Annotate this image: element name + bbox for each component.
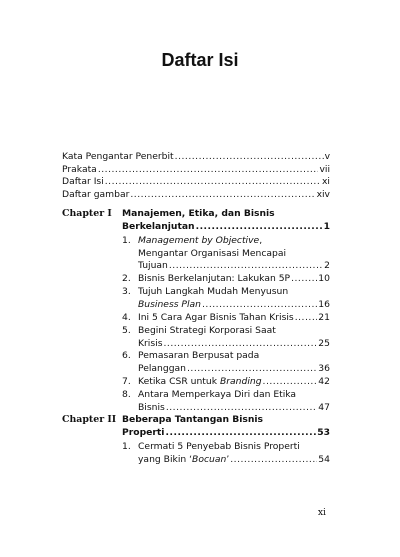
toc-entry[interactable] — [62, 176, 330, 189]
item-text: Tujuh Langkah Mudah Menyusun — [138, 286, 289, 298]
toc-entry-page: xiv — [316, 188, 330, 200]
item-text-italic: Branding — [219, 376, 262, 388]
toc-entry-page: vii — [319, 163, 330, 175]
item-number: 7. — [122, 376, 131, 388]
toc-item[interactable] — [122, 441, 330, 466]
page-title: Daftar Isi — [161, 50, 239, 70]
chapter-title-line: Properti — [122, 426, 165, 438]
toc-entry-page: v — [324, 151, 330, 162]
toc-item[interactable] — [122, 235, 330, 273]
leader-dots — [175, 151, 324, 164]
toc-item[interactable] — [122, 376, 330, 389]
leader-dots — [163, 338, 317, 351]
item-text: , — [259, 235, 263, 247]
toc-entry[interactable] — [62, 189, 330, 202]
item-text: Pemasaran Berpusat pada — [138, 350, 260, 362]
toc-item[interactable] — [122, 273, 330, 286]
item-text: Ketika CSR untuk — [138, 376, 220, 388]
chapter-items — [122, 441, 330, 466]
item-text: ’ — [226, 453, 230, 465]
item-number: 6. — [122, 350, 131, 362]
item-text-italic: Bocuan — [192, 453, 227, 465]
item-page: 25 — [318, 337, 330, 349]
chapter-label: Chapter I — [62, 208, 112, 219]
toc-item[interactable] — [122, 286, 330, 311]
toc-entry[interactable] — [62, 164, 330, 177]
item-page: 10 — [318, 273, 330, 285]
item-page: 42 — [318, 376, 330, 388]
leader-dots — [263, 376, 318, 389]
item-page: 54 — [318, 453, 330, 465]
chapter-items — [122, 235, 330, 414]
item-page: 47 — [318, 401, 330, 413]
item-number: 4. — [122, 311, 131, 323]
item-page: 36 — [318, 363, 330, 375]
toc-entry-label: Daftar gambar — [62, 188, 130, 200]
chapter-page: 1 — [323, 220, 330, 232]
item-text-italic: Business Plan — [138, 298, 201, 310]
item-number: 3. — [122, 286, 131, 298]
chapter-body — [122, 414, 330, 467]
item-number: 1. — [122, 235, 131, 247]
item-text: Antara Memperkaya Diri dan Etika — [138, 389, 297, 401]
chapter-label: Chapter II — [62, 414, 117, 425]
leader-dots — [169, 260, 323, 273]
item-text: Bisnis Berkelanjutan: Lakukan 5P — [138, 273, 291, 285]
leader-dots — [295, 312, 318, 325]
item-text: Tujuan — [138, 260, 168, 272]
item-text-italic: Management by Objective — [138, 235, 260, 247]
leader-dots — [165, 427, 316, 440]
item-text: Pelanggan — [138, 363, 186, 375]
chapter-title-line: Manajemen, Etika, dan Bisnis — [122, 208, 275, 219]
leader-dots — [291, 273, 317, 286]
item-number: 8. — [122, 389, 131, 401]
toc-entry-label: Prakata — [62, 163, 97, 175]
leader-dots — [98, 164, 319, 177]
item-number: 1. — [122, 441, 131, 453]
chapter-title[interactable] — [122, 414, 330, 439]
item-page: 16 — [318, 298, 330, 310]
item-text: Begini Strategi Korporasi Saat — [138, 324, 276, 336]
page-number: xi — [317, 507, 326, 518]
toc-item[interactable] — [122, 325, 330, 350]
item-text: yang Bikin ‘ — [138, 453, 193, 465]
leader-dots — [166, 402, 317, 415]
toc-entry-label: Kata Pengantar Penerbit — [62, 151, 174, 162]
leader-dots — [202, 299, 317, 312]
leader-dots — [196, 221, 323, 234]
chapter-title[interactable] — [122, 208, 330, 233]
item-text: Mengantar Organisasi Mencapai — [138, 247, 287, 259]
item-text: Krisis — [138, 337, 163, 349]
front-matter-list — [62, 151, 330, 201]
item-page: 21 — [318, 311, 330, 323]
chapter-title-line: Beberapa Tantangan Bisnis — [122, 414, 263, 425]
leader-dots — [105, 176, 321, 189]
item-number: 5. — [122, 324, 131, 336]
toc-item[interactable] — [122, 312, 330, 325]
toc-entry[interactable] — [62, 151, 330, 164]
toc-entry-label: Daftar Isi — [62, 176, 104, 188]
item-page: 2 — [324, 260, 330, 272]
toc-item[interactable] — [122, 350, 330, 375]
toc-entry-page: xi — [322, 176, 330, 188]
leader-dots — [130, 189, 315, 202]
leader-dots — [230, 454, 317, 467]
chapter-title-line: Berkelanjutan — [122, 220, 195, 232]
toc-item[interactable] — [122, 389, 330, 414]
item-text: Ini 5 Cara Agar Bisnis Tahan Krisis — [138, 311, 294, 323]
item-number: 2. — [122, 273, 131, 285]
chapter-body — [122, 208, 330, 415]
item-text: Cermati 5 Penyebab Bisnis Properti — [138, 441, 300, 453]
item-text: Bisnis — [138, 401, 165, 413]
leader-dots — [187, 363, 317, 376]
chapter-page: 53 — [317, 426, 330, 438]
